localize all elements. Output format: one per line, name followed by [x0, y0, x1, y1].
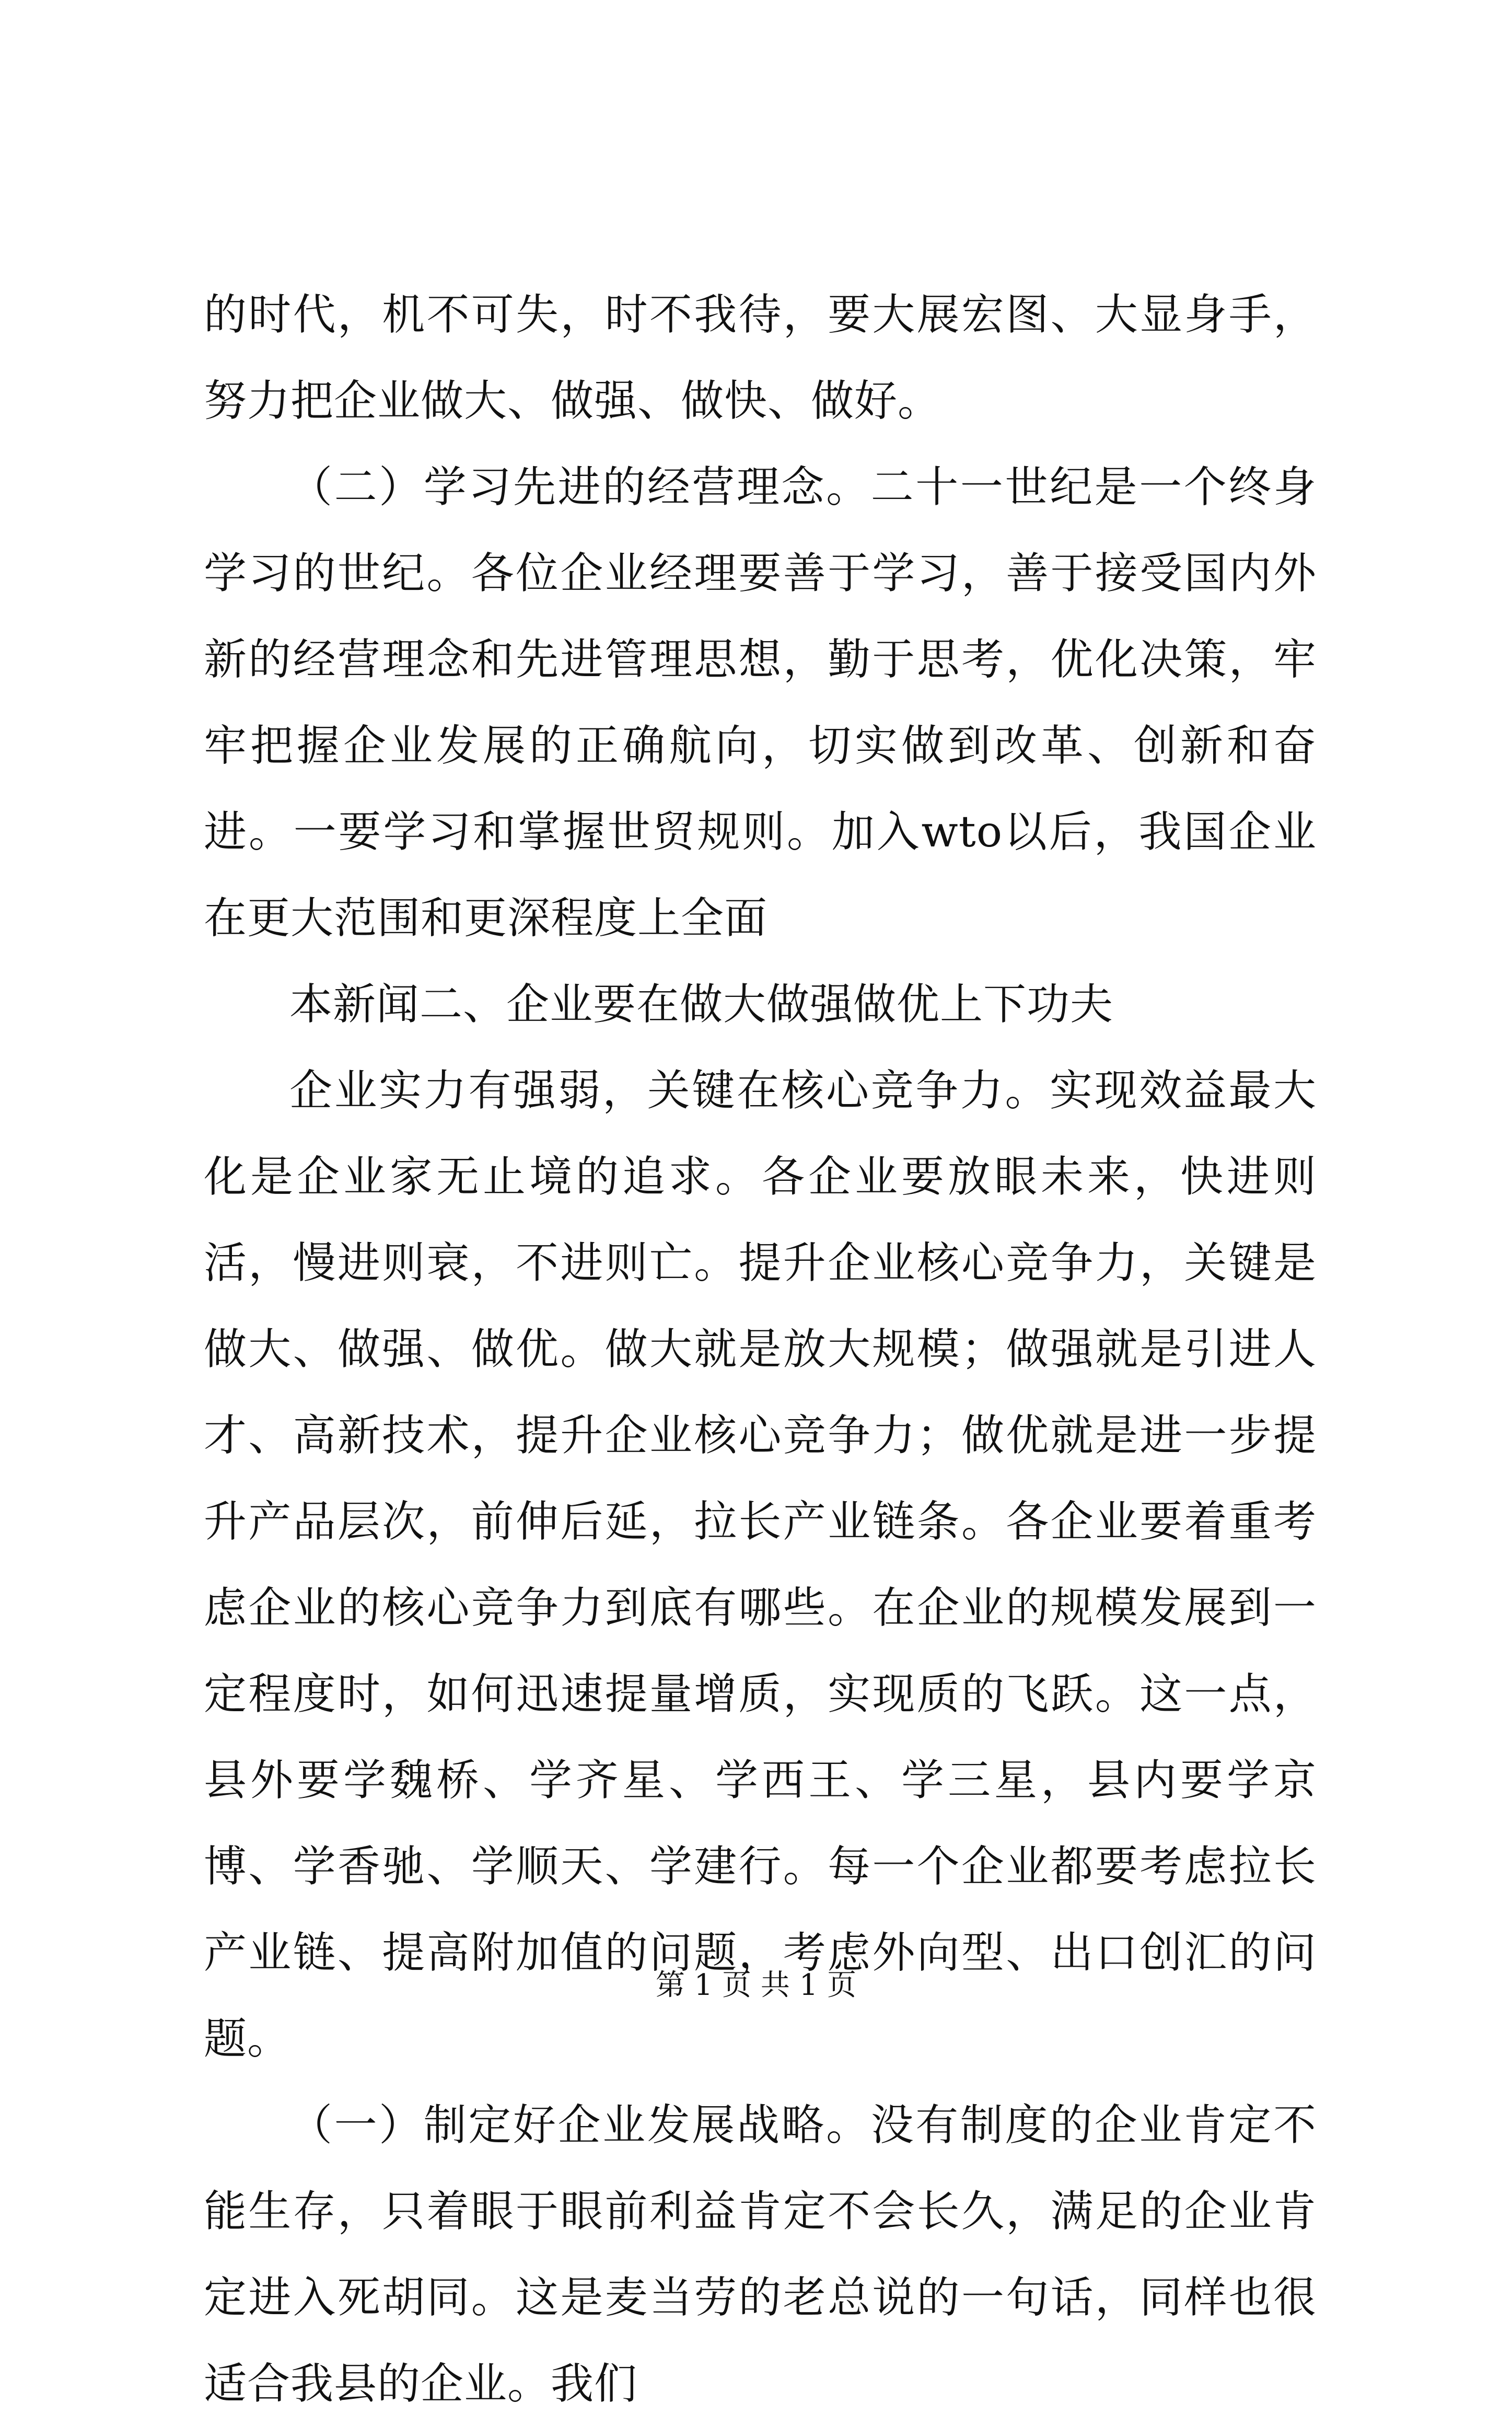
- paragraph-development-strategy: （一）制定好企业发展战略。没有制度的企业肯定不能生存，只着眼于眼前利益肯定不会长久，满足的企业肯定进入死胡同。这是麦当劳的老总说的一句话，同样也很适合我县的企业。我们: [204, 2100, 1317, 2409]
- paragraph-core-competitiveness: 企业实力有强弱，关键在核心竞争力。实现效益最大化是企业家无止境的追求。各企业要放眼未来，快进则活，慢进则衰，不进则亡。提升企业核心竞争力，关键是做大、做强、做优。做大就是放大规模；做强就是引进人才、高新技术，提升企业核心竞争力；做优就是进一步提升产品层次，前伸后延，拉长产业链条。各企业要着重考虑企业的核心竞争力到底有哪些。在企业的规模发展到一定程度时，如何迅速提量增质，实现质的飞跃。这一点，县外要学魏桥、学齐星、学西王、学三星，县内要学京博、学香驰、学顺天、学建行。每一个企业都要考虑拉长产业链、提高附加值的问题，考虑外向型、出口创汇的问题。: [204, 1066, 1317, 2064]
- section-heading: 本新闻二、企业要在做大做强做优上下功夫: [289, 980, 1114, 1029]
- page-number-footer: 第 1 页 共 1 页: [655, 1968, 857, 2002]
- paragraph-learning-concepts: （二）学习先进的经营理念。二十一世纪是一个终身学习的世纪。各位企业经理要善于学习，善于接受国内外新的经营理念和先进管理思想，勤于思考，优化决策，牢牢把握企业发展的正确航向，切实做到改革、创新和奋进。一要学习和掌握世贸规则。加入wto以后，我国企业在更大范围和更深程度上全面: [204, 462, 1317, 943]
- document-body: [204, 272, 1317, 2427]
- paragraph-continuation: 的时代，机不可失，时不我待，要大展宏图、大显身手，努力把企业做大、做强、做快、做好。: [204, 290, 1317, 426]
